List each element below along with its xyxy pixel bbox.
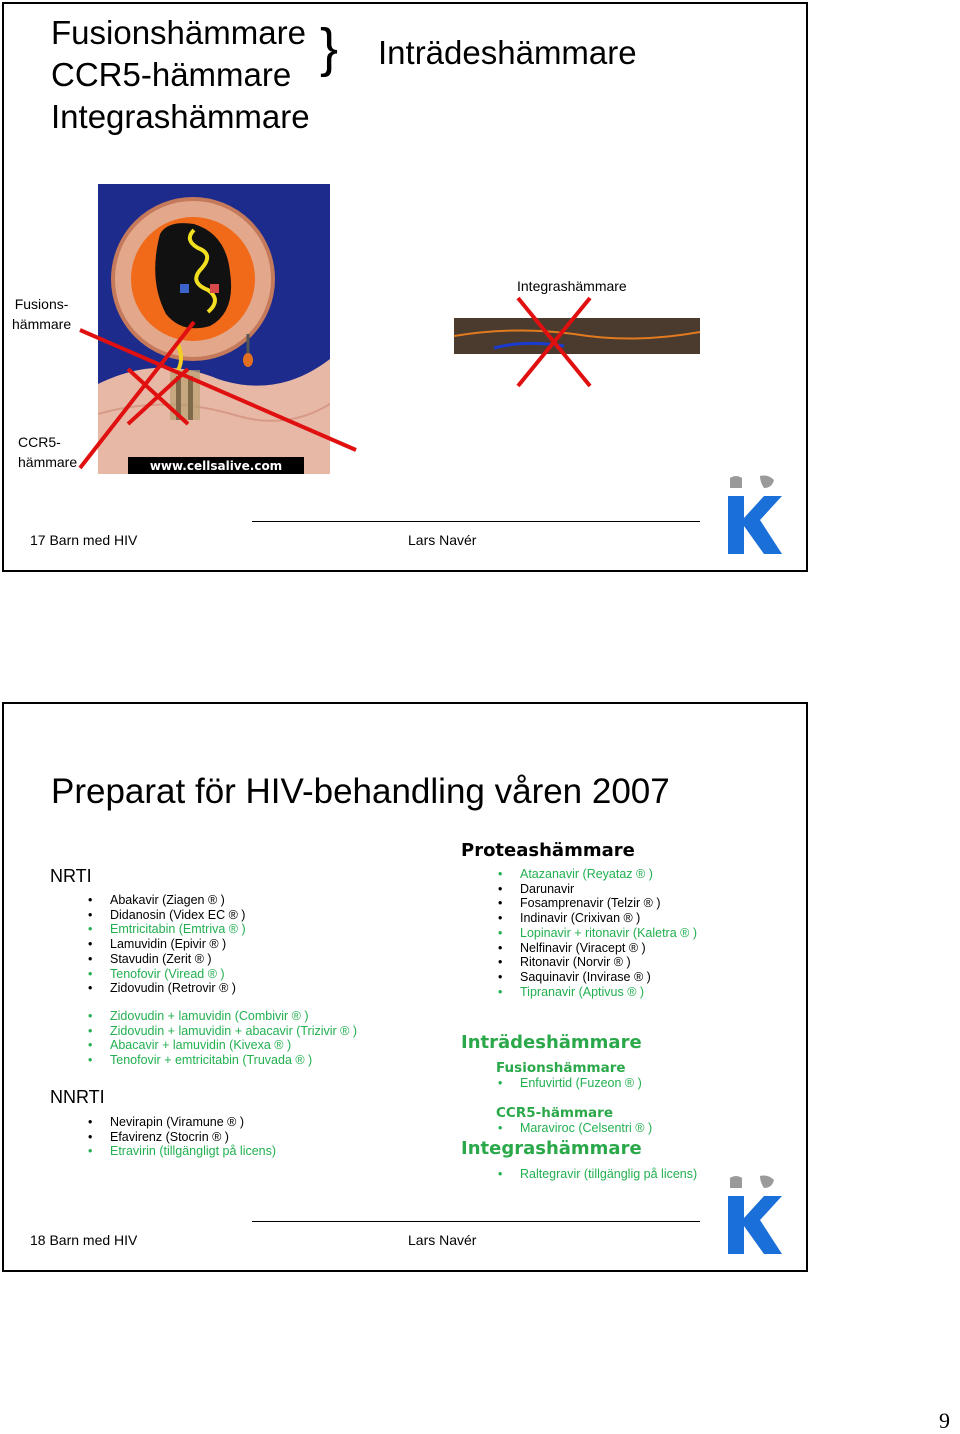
drug-list-item: • Tenofovir + emtricitabin (Truvada ® )	[88, 1053, 357, 1068]
drug-list-item: • Ritonavir (Norvir ® )	[498, 955, 697, 970]
drug-list-item: • Indinavir (Crixivan ® )	[498, 911, 697, 926]
drug-list-item: • Abacavir + lamuvidin (Kivexa ® )	[88, 1038, 357, 1053]
grouping-brace: }	[320, 18, 339, 78]
image-caption: www.cellsalive.com	[149, 459, 283, 473]
red-cross-icon	[514, 294, 594, 390]
drug-list-item: • Lamuvidin (Epivir ® )	[88, 937, 246, 952]
entry-inhibitor-title: Inträdeshämmare	[378, 34, 637, 71]
page-number: 9	[939, 1408, 950, 1433]
slide-18	[2, 702, 808, 1272]
drug-list-item: • Abakavir (Ziagen ® )	[88, 893, 246, 908]
nrti-list	[88, 893, 246, 996]
nnrti-heading: NNRTI	[50, 1087, 105, 1107]
slide-title: Preparat för HIV-behandling våren 2007	[51, 772, 670, 811]
drug-list-item: • Tenofovir (Viread ® )	[88, 967, 246, 982]
label-integras: Integrashämmare	[517, 278, 627, 294]
drug-list-item: • Zidovudin + lamuvidin (Combivir ® )	[88, 1009, 357, 1024]
left-list-line-3: Integrashämmare	[51, 98, 310, 135]
drug-list-item: • Zidovudin + lamuvidin + abacavir (Trizivir ® )	[88, 1024, 357, 1039]
drug-list-item: • Efavirenz (Stocrin ® )	[88, 1130, 276, 1145]
karolinska-logo	[726, 474, 784, 556]
label-ccr5: CCR5- hämmare	[18, 434, 78, 470]
drug-list-item: • Fosamprenavir (Telzir ® )	[498, 896, 697, 911]
ccr5-list	[498, 1121, 652, 1136]
drug-list-item: • Atazanavir (Reyataz ® )	[498, 867, 697, 882]
drug-list-item: • Raltegravir (tillgänglig på licens)	[498, 1167, 697, 1182]
drug-list-item: • Stavudin (Zerit ® )	[88, 952, 246, 967]
nrti-heading: NRTI	[50, 866, 92, 886]
pointer-lines	[4, 4, 810, 574]
fusion-list	[498, 1076, 642, 1091]
left-list-line-2: CCR5-hämmare	[51, 56, 292, 93]
drug-list-item: • Zidovudin (Retrovir ® )	[88, 981, 246, 996]
nrti-combination-list	[88, 1009, 357, 1068]
nnrti-list	[88, 1115, 276, 1159]
protease-list	[498, 867, 697, 999]
left-list-line-1: Fusionshämmare	[51, 14, 306, 51]
drug-list-item: • Tipranavir (Aptivus ® )	[498, 985, 697, 1000]
footer-left: 17 Barn med HIV	[30, 532, 138, 548]
entry-inhibitor-heading: Inträdeshämmare	[461, 1032, 642, 1053]
drug-list-item: • Etravirin (tillgängligt på licens)	[88, 1144, 276, 1159]
slide-17	[2, 2, 808, 572]
drug-list-item: • Enfuvirtid (Fuzeon ® )	[498, 1076, 642, 1091]
protease-heading: Proteashämmare	[461, 840, 635, 861]
footer-center: Lars Navér	[408, 532, 477, 548]
drug-list-item: • Darunavir	[498, 882, 697, 897]
drug-list-item: • Didanosin (Videx EC ® )	[88, 908, 246, 923]
fusion-subheading: Fusionshämmare	[496, 1060, 626, 1076]
drug-list-item: • Nevirapin (Viramune ® )	[88, 1115, 276, 1130]
integrase-heading: Integrashämmare	[461, 1138, 642, 1159]
label-fusion: Fusions- hämmare	[12, 296, 72, 332]
drug-list-item: • Saquinavir (Invirase ® )	[498, 970, 697, 985]
drug-list-item: • Lopinavir + ritonavir (Kaletra ® )	[498, 926, 697, 941]
drug-list-item: • Emtricitabin (Emtriva ® )	[88, 922, 246, 937]
footer-left: 18 Barn med HIV	[30, 1232, 138, 1248]
drug-list-item: • Maraviroc (Celsentri ® )	[498, 1121, 652, 1136]
footer-center: Lars Navér	[408, 1232, 477, 1248]
drug-list-item: • Nelfinavir (Viracept ® )	[498, 941, 697, 956]
integrase-list	[498, 1167, 697, 1182]
karolinska-logo	[726, 1174, 784, 1256]
ccr5-subheading: CCR5-hämmare	[496, 1105, 613, 1121]
